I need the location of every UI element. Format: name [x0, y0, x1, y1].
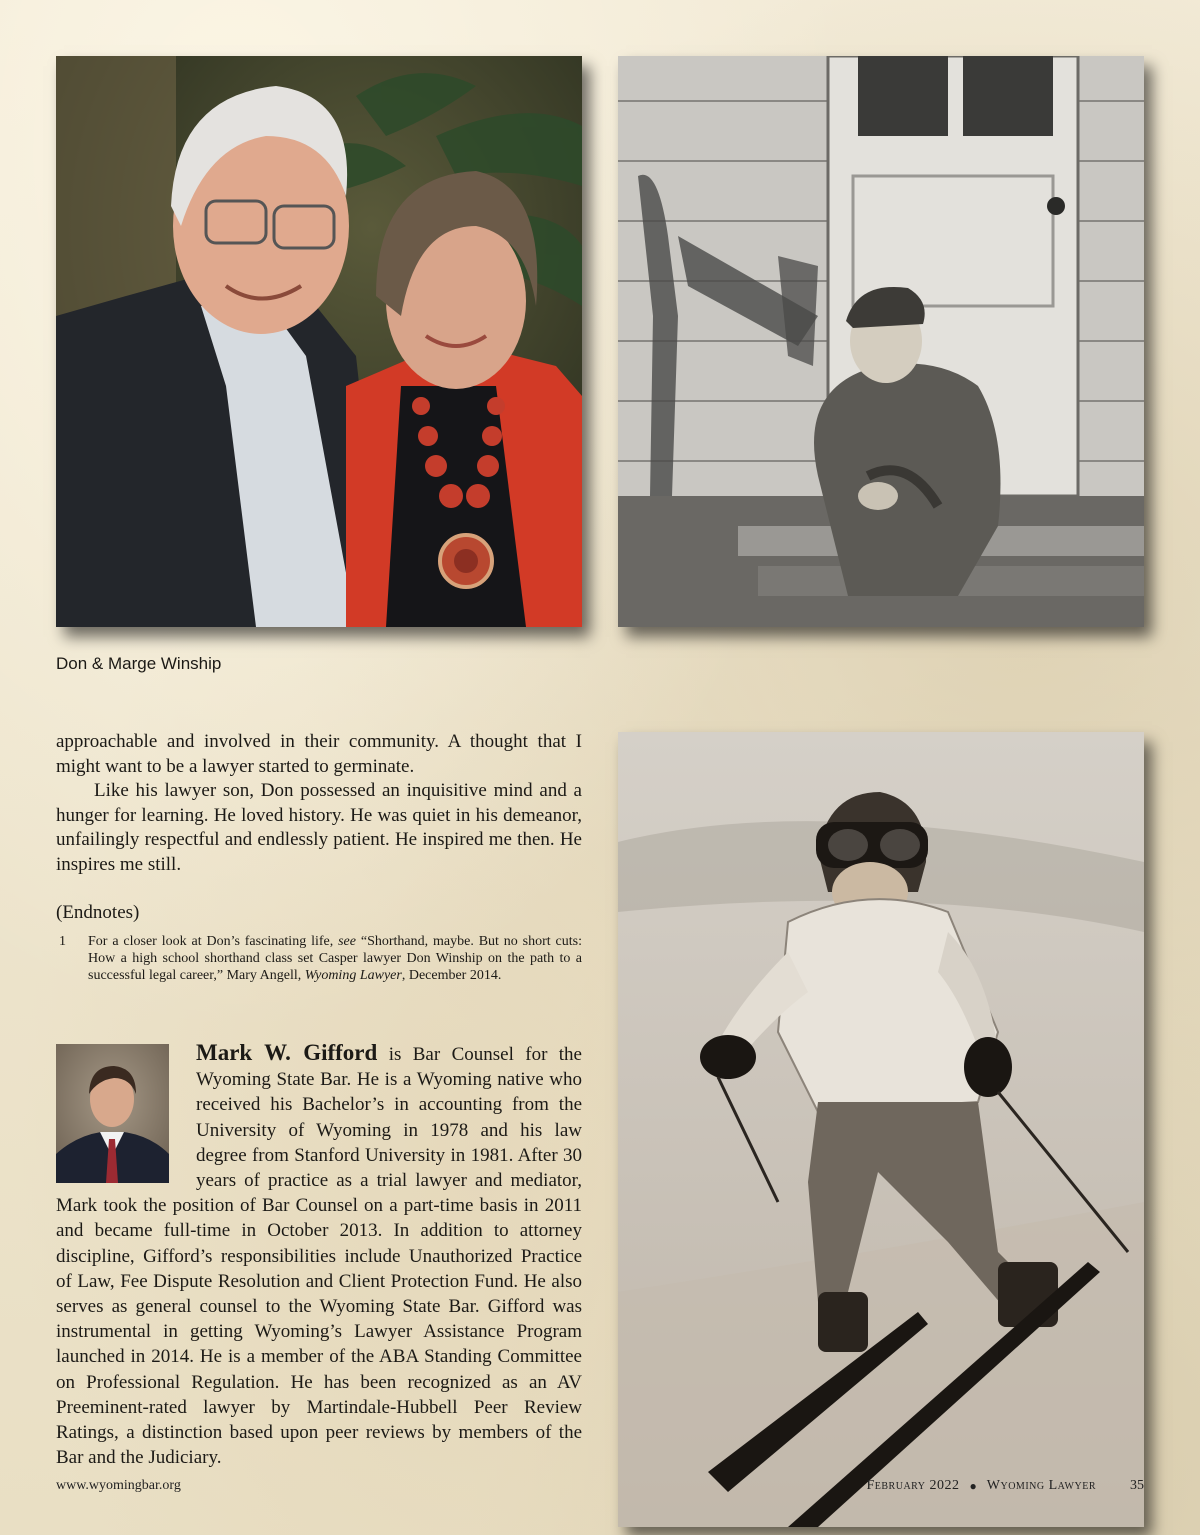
bio-photo-spacer [56, 1040, 196, 1192]
footer-publication-name: Wyoming Lawyer [986, 1478, 1096, 1493]
porch-steps-photo-image [618, 56, 1144, 627]
skier-photo [618, 732, 1144, 1527]
author-name: Mark W. Gifford [196, 1040, 378, 1065]
footer-issue-date: February 2022 [866, 1478, 960, 1493]
article-paragraph-2: Like his lawyer son, Don possessed an inquisitive mind and a hunger for learning. He loved history. He was quiet in his demeanor, unfailingly respectful and endlessly patient. He inspired me then. He inspires me still. [56, 780, 582, 875]
endnote-item [56, 933, 582, 984]
endnote-publication: Wyoming Lawyer [304, 968, 402, 983]
author-bio-text: is Bar Counsel for the Wyoming State Bar. He is a Wyoming native who received his Bachelor’s in accounting from the University of Wyoming in 1978 and his law degree from Stanford University in 1981. After 30 years of practice as a trial lawyer and mediator, Mark took the position of Bar Counsel on a part-time basis in 2011 and became full-time in October 2013. In addition to attorney discipline, Gifford’s responsibilities include Unauthorized Practice of Law, Fee Dispute Resolution and Client Protection Fund. He also serves as general counsel to the Wyoming State Bar. Gifford was instrumental in getting Wyoming’s Lawyer Assistance Program launched in 2014. He is a member of the ABA Standing Committee on Professional Regulation. He has been recognized as an AV Preeminent-rated lawyer by Martindale-Hubbell Peer Review Ratings, a distinction based upon peer reviews by members of the Bar and the Judiciary. [56, 1044, 582, 1469]
page-number: 35 [1130, 1478, 1144, 1493]
endnote-see: see [338, 934, 356, 949]
winships-photo [56, 56, 582, 627]
skier-photo-image [618, 732, 1144, 1527]
endnotes-heading: (Endnotes) [56, 902, 140, 923]
endnote-text-middle: “Shorthand, maybe. But no short cuts: How a high school shorthand class set Casper lawyer Don Winship on the path to a successful legal career,” Mary Angell, [88, 934, 582, 983]
footer-bullet-icon: ● [969, 1478, 977, 1493]
footer-issue-info [866, 1478, 1144, 1494]
winships-photo-caption: Don & Marge Winship [56, 654, 222, 673]
endnote-text [88, 933, 582, 984]
endnote-text-after: , December 2014. [401, 968, 502, 983]
endnote-number: 1 [59, 934, 66, 949]
article-paragraph-1: approachable and involved in their community. A thought that I might want to be a lawyer started to germinate. [56, 731, 582, 777]
endnote-text-before: For a closer look at Don’s fascinating life, [88, 934, 339, 949]
author-bio [56, 1040, 582, 1470]
porch-steps-photo [618, 56, 1144, 627]
footer-website-link[interactable]: www.wyomingbar.org [56, 1478, 181, 1493]
winships-photo-image [56, 56, 582, 627]
